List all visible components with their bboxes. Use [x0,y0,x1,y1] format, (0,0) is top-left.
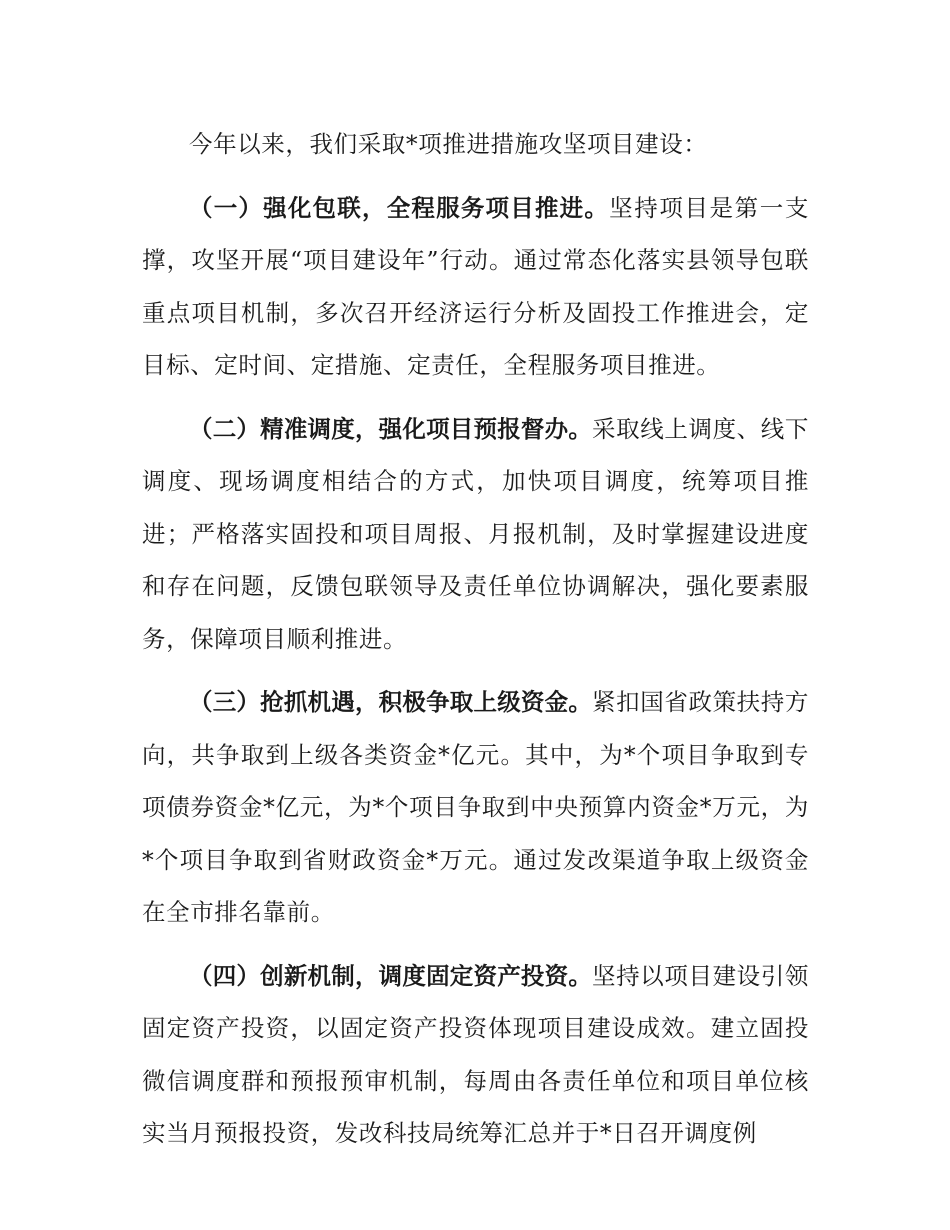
section-heading-2: （二）精准调度，强化项目预报督办。 [189,414,593,443]
section-paragraph-3 [142,676,809,939]
section-heading-4: （四）创新机制，调度固定资产投资。 [189,961,593,990]
section-paragraph-4 [142,950,809,1160]
intro-paragraph: 今年以来，我们采取*项推进措施攻坚项目建设： [189,130,708,158]
section-body-1: 坚持项目是第一支撑，攻坚开展“项目建设年”行动。通过常态化落实县领导包联重点项目机制，多次召开经济运行分析及固投工作推进会，定目标、定时间、定措施、定责任，全程服务项目推进。 [142,193,809,379]
section-paragraph-2 [142,403,809,666]
section-body-2: 采取线上调度、线下调度、现场调度相结合的方式，加快项目调度，统筹项目推进；严格落实固投和项目周报、月报机制，及时掌握建设进度和存在问题，反馈包联领导及责任单位协调解决，强化要素服务，保障项目顺利推进。 [142,414,809,653]
section-heading-1: （一）强化包联，全程服务项目推进。 [189,193,610,222]
section-body-3: 紧扣国省政策扶持方向，共争取到上级各类资金*亿元。其中，为*个项目争取到专项债券资金*亿元，为*个项目争取到中央预算内资金*万元，为*个项目争取到省财政资金*万元。通过发改渠道争取上级资金在全市排名靠前。 [142,688,809,926]
section-body-4: 坚持以项目建设引领固定资产投资，以固定资产投资体现项目建设成效。建立固投微信调度群和预报预审机制，每周由各责任单位和项目单位核实当月预报投资，发改科技局统筹汇总并于*日召开调度例 [142,961,809,1147]
document-page [142,118,809,1160]
section-paragraph-1 [142,182,809,392]
section-heading-3: （三）抢抓机遇，积极争取上级资金。 [189,688,593,716]
